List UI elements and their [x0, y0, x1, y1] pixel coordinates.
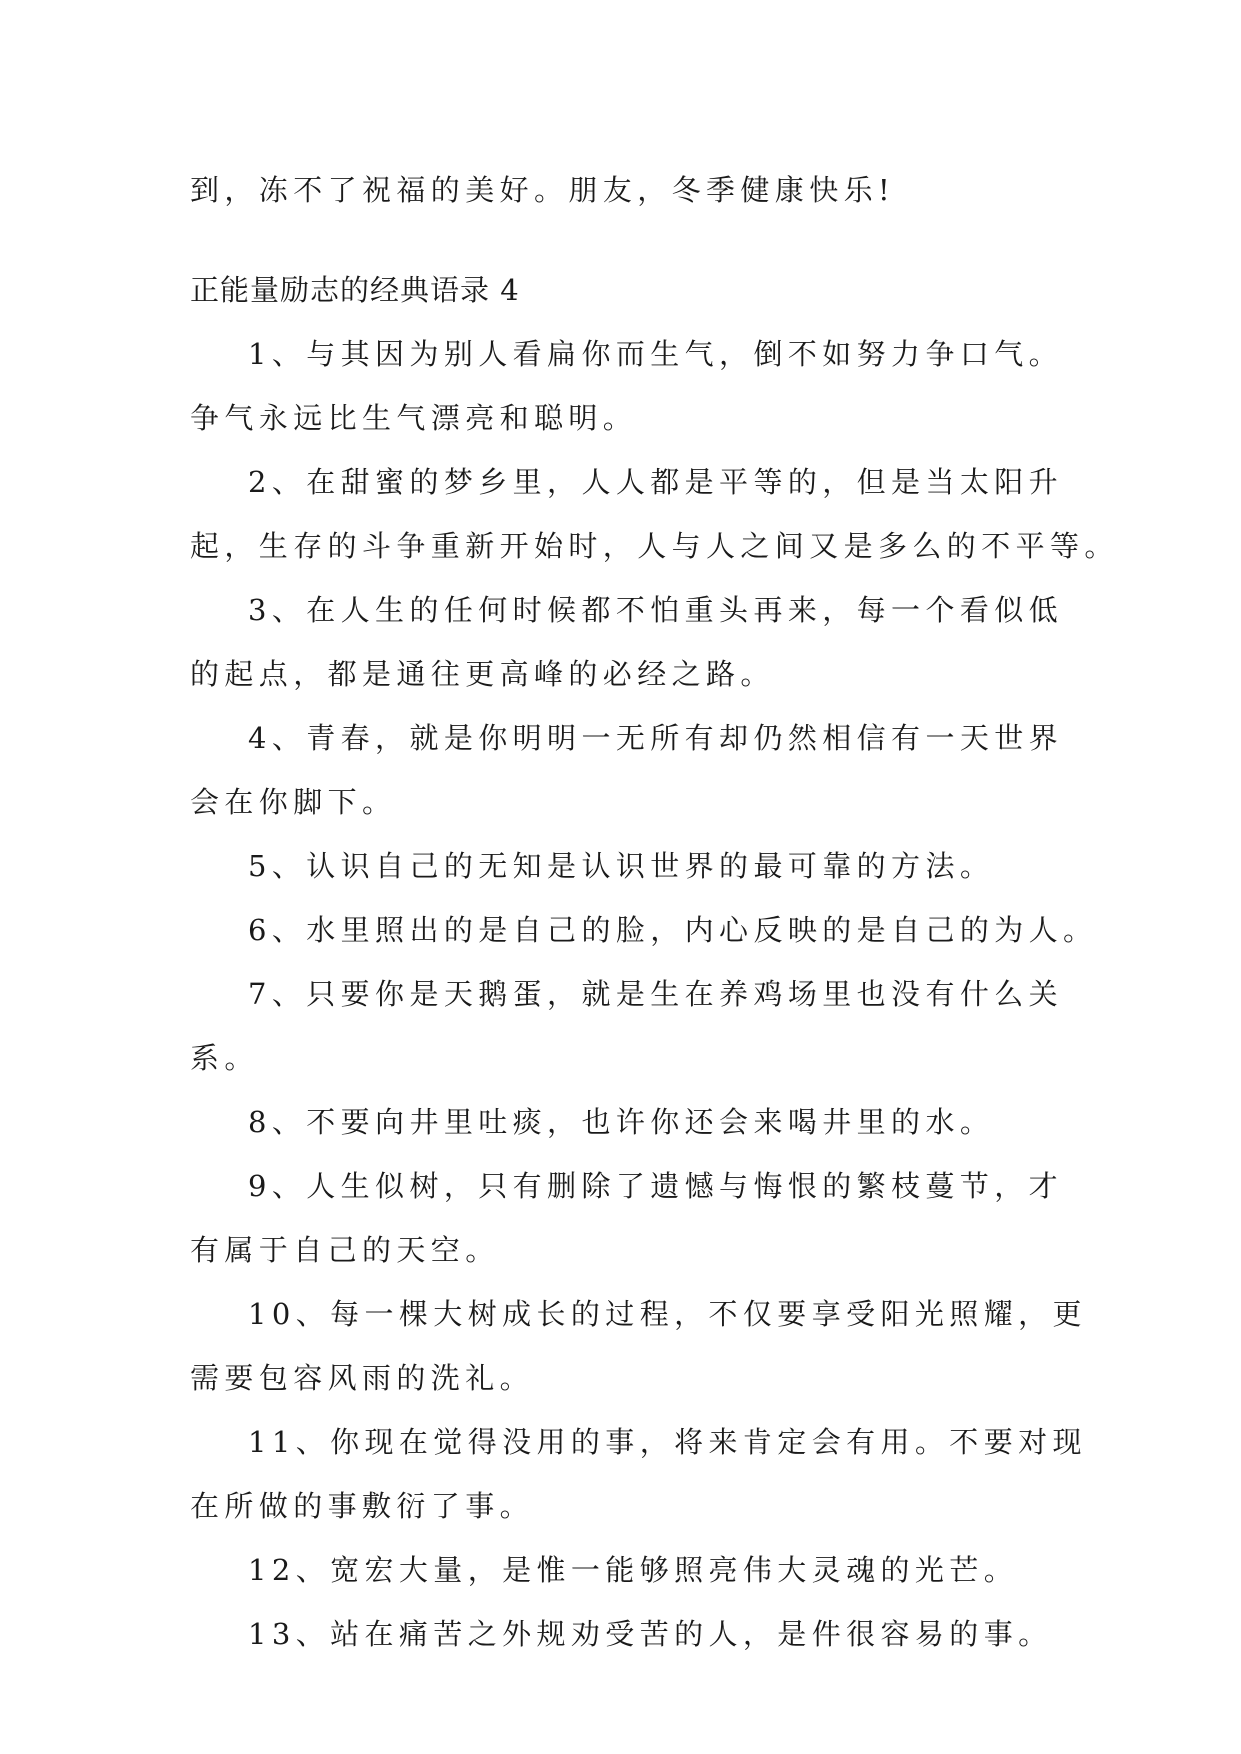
quote-line: 系。	[190, 1041, 259, 1075]
quote-line: 在所做的事敷衍了事。	[190, 1489, 535, 1523]
quote-item-6	[190, 898, 1098, 962]
quote-line: 争气永远比生气漂亮和聪明。	[190, 401, 638, 435]
quote-line: 12、宽宏大量，是惟一能够照亮伟大灵魂的光芒。	[248, 1553, 1019, 1587]
quote-line: 6、水里照出的是自己的脸，内心反映的是自己的为人。	[248, 913, 1098, 947]
quote-line: 7、只要你是天鹅蛋，就是生在养鸡场里也没有什么关	[248, 977, 1064, 1011]
quote-line: 8、不要向井里吐痰，也许你还会来喝井里的水。	[248, 1105, 995, 1139]
quote-item-1	[190, 322, 1070, 450]
quote-line: 11、你现在觉得没用的事，将来肯定会有用。不要对现	[248, 1425, 1087, 1459]
quote-item-3	[190, 578, 1070, 706]
quote-item-13	[190, 1602, 1070, 1666]
quote-line: 9、人生似树，只有删除了遗憾与悔恨的繁枝蔓节，才	[248, 1169, 1064, 1203]
quote-item-11	[190, 1410, 1087, 1538]
quote-line: 的起点，都是通往更高峰的必经之路。	[190, 657, 775, 691]
quote-line: 1、与其因为别人看扁你而生气，倒不如努力争口气。	[248, 337, 1064, 371]
quote-line: 需要包容风雨的洗礼。	[190, 1361, 535, 1395]
quote-item-12	[190, 1538, 1070, 1602]
quote-line: 起，生存的斗争重新开始时，人与人之间又是多么的不平等。	[190, 529, 1119, 563]
quote-item-4	[190, 706, 1070, 834]
quote-item-5	[190, 834, 1070, 898]
quote-line: 5、认识自己的无知是认识世界的最可靠的方法。	[248, 849, 995, 883]
quote-line: 2、在甜蜜的梦乡里，人人都是平等的，但是当太阳升	[248, 465, 1064, 499]
quote-item-10	[190, 1282, 1087, 1410]
quote-line: 4、青春，就是你明明一无所有却仍然相信有一天世界	[248, 721, 1064, 755]
quote-line: 3、在人生的任何时候都不怕重头再来，每一个看似低	[248, 593, 1064, 627]
quote-line: 13、站在痛苦之外规劝受苦的人，是件很容易的事。	[248, 1617, 1053, 1651]
quote-item-7	[190, 962, 1070, 1090]
quote-line: 会在你脚下。	[190, 785, 397, 819]
section-heading: 正能量励志的经典语录 4	[190, 273, 520, 307]
document-page	[190, 158, 1119, 1666]
quote-item-8	[190, 1090, 1070, 1154]
lead-in-text: 到，冻不了祝福的美好。朋友，冬季健康快乐!	[190, 173, 896, 207]
quote-item-9	[190, 1154, 1070, 1282]
quote-line: 10、每一棵大树成长的过程，不仅要享受阳光照耀，更	[248, 1297, 1087, 1331]
quote-item-2	[190, 450, 1119, 578]
quote-line: 有属于自己的天空。	[190, 1233, 500, 1267]
